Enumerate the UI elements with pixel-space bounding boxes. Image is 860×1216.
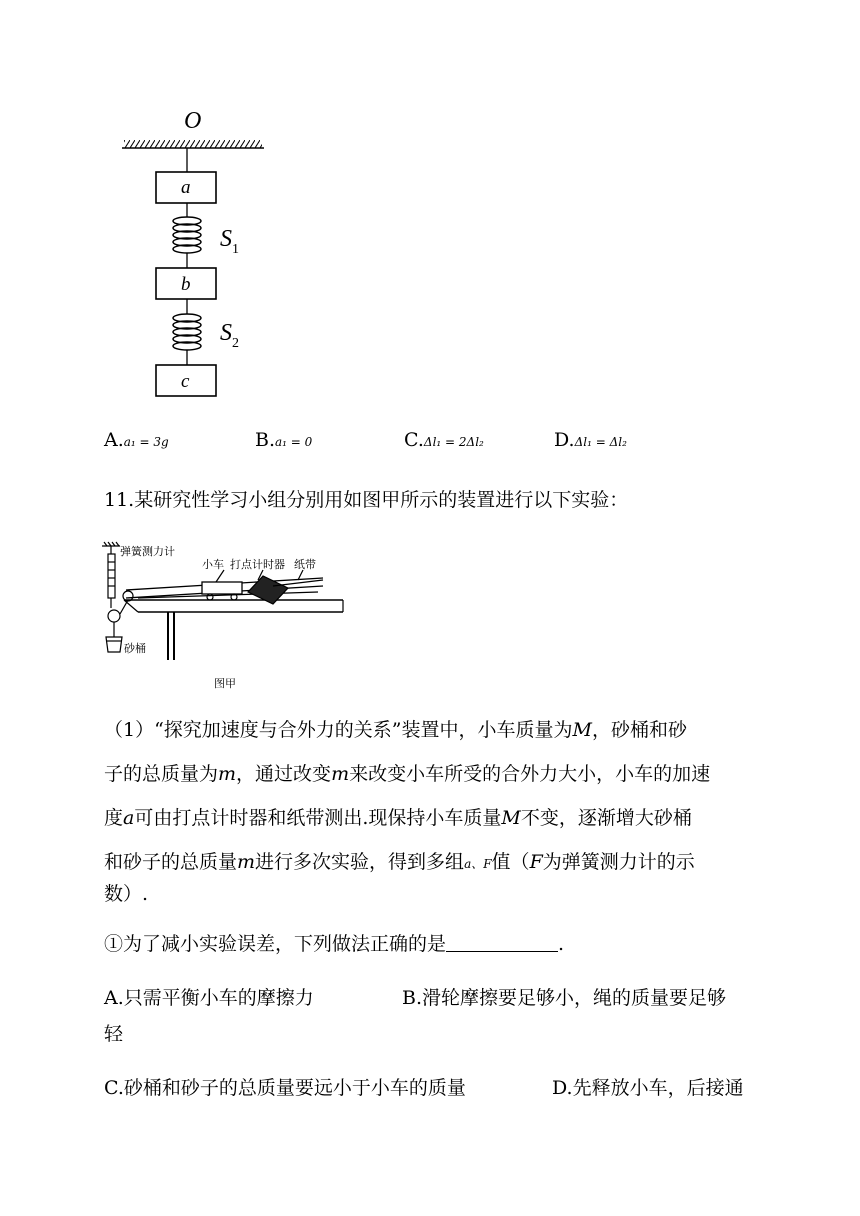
spring-s2-label: $S_2$ <box>220 320 239 351</box>
label-cart: 小车 <box>202 559 224 571</box>
part1-line3: 度a可由打点计时器和纸带测出.现保持小车质量M不变，逐渐增大砂桶 <box>104 807 692 829</box>
figure-caption: 图甲 <box>214 678 236 690</box>
block-c-label: c <box>181 371 190 392</box>
sub1-option-d[interactable]: D.先释放小车，后接通 <box>552 1077 744 1099</box>
ceiling-hatch <box>124 140 262 148</box>
label-bucket: 砂桶 <box>124 643 146 655</box>
sub1-option-b-cont: 轻 <box>104 1023 124 1045</box>
spring-s1-label: $S_1$ <box>220 226 239 257</box>
apparatus-figure <box>98 540 353 692</box>
label-spring-scale: 弹簧测力计 <box>120 546 175 558</box>
q10-option-a[interactable]: A.a₁ = 3g <box>104 429 169 451</box>
block-a-label: a <box>181 177 191 198</box>
q10-option-b[interactable]: B.a₁ = 0 <box>255 429 313 451</box>
part1-line2: 子的总质量为m，通过改变m来改变小车所受的合外力大小，小车的加速 <box>104 763 711 785</box>
label-timer: 打点计时器 <box>230 559 285 571</box>
spring-block-figure <box>110 100 280 405</box>
label-tape: 纸带 <box>294 559 316 571</box>
cart <box>202 582 242 594</box>
part1-line5: 数）. <box>104 883 149 905</box>
spring-s1 <box>173 217 201 253</box>
block-b-label: b <box>181 274 191 295</box>
question-11-stem: 11.某研究性学习小组分别用如图甲所示的装置进行以下实验： <box>104 489 629 511</box>
lower-pulley <box>108 610 120 622</box>
sub1-option-b[interactable]: B.滑轮摩擦要足够小，绳的质量要足够 <box>402 987 727 1009</box>
sand-bucket <box>106 637 122 652</box>
part1-line1: （1）“探究加速度与合外力的关系”装置中，小车质量为M，砂桶和砂 <box>104 719 688 741</box>
sub1-option-c[interactable]: C.砂桶和砂子的总质量要远小于小车的质量 <box>104 1077 466 1099</box>
spring-s2 <box>173 314 201 350</box>
q10-option-d[interactable]: D.Δl₁ = Δl₂ <box>554 429 627 451</box>
answer-blank[interactable] <box>446 931 558 952</box>
spring-scale <box>108 554 115 598</box>
part1-line4: 和砂子的总质量m进行多次实验，得到多组a、F值（F为弹簧测力计的示 <box>104 851 695 873</box>
q10-option-c[interactable]: C.Δl₁ = 2Δl₂ <box>404 429 484 451</box>
subquestion-1: ①为了减小实验误差，下列做法正确的是 . <box>104 933 565 955</box>
point-o-label: O <box>184 108 202 134</box>
sub1-option-a[interactable]: A.只需平衡小车的摩擦力 <box>104 987 314 1009</box>
